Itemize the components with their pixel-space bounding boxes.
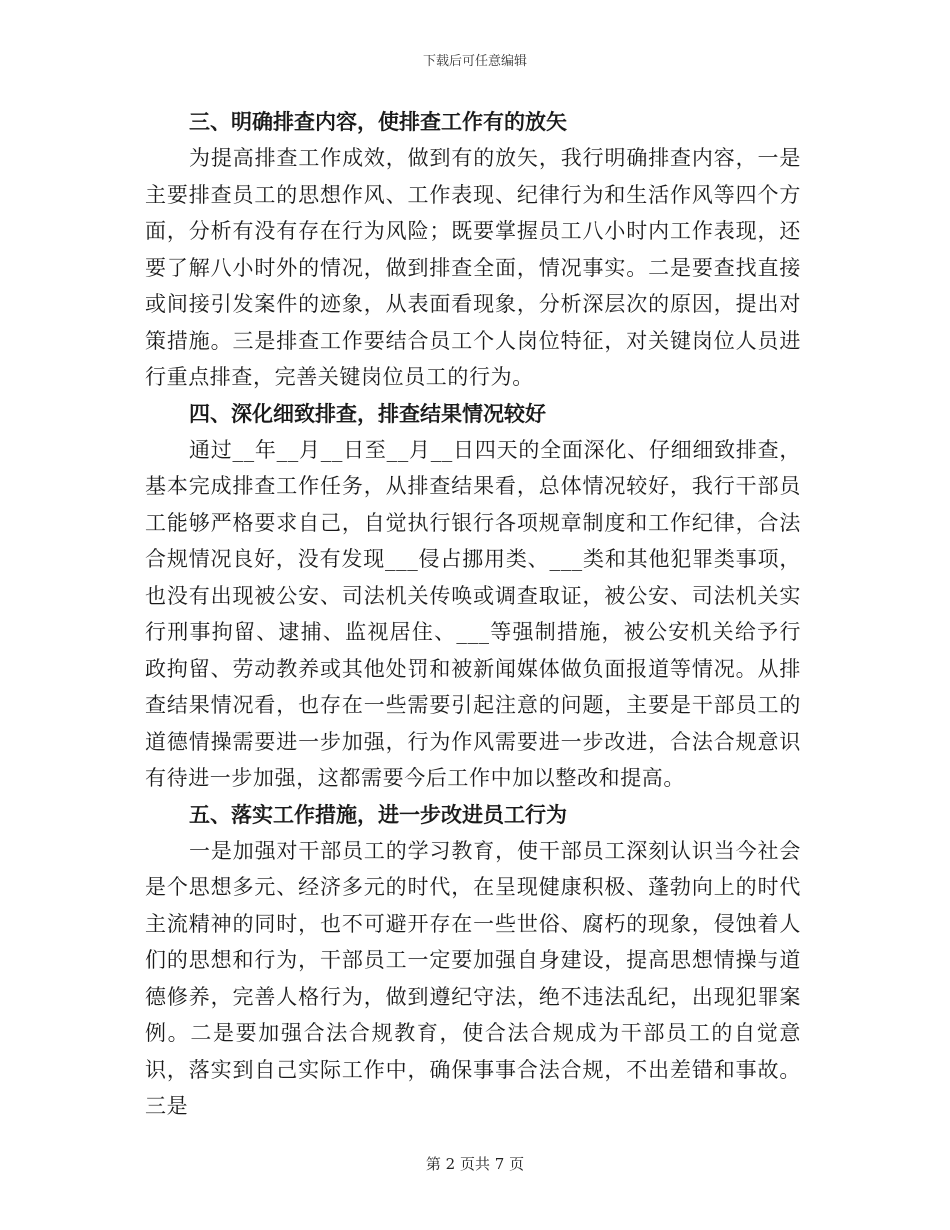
section-paragraph-5: 一是加强对干部员工的学习教育，使干部员工深刻认识当今社会是个思想多元、经济多元的时代，在呈现健康积极、蓬勃向上的时代主流精神的同时，也不可避开存在一些世俗、腐朽的现象，侵蚀着人们的思想和行为，干部员工一定要加强自身建设，提高思想情操与道德修养，完善人格行为，做到遵纪守法，绝不违法乱纪，出现犯罪案例。二是要加强合法合规教育，使合法合规成为干部员工的自觉意识，落实到自己实际工作中，确保事事合法合规，不出差错和事故。三是 bbox=[145, 838, 801, 1118]
document-body bbox=[145, 104, 801, 1125]
section-heading-3: 三、明确排查内容，使排查工作有的放矢 bbox=[189, 109, 567, 134]
section-paragraph-3: 为提高排查工作成效，做到有的放矢，我行明确排查内容，一是主要排查员工的思想作风、工作表现、纪律行为和生活作风等四个方面，分析有没有存在行为风险；既要掌握员工八小时内工作表现，还要了解八小时外的情况，做到排查全面，情况事实。二是要查找直接或间接引发案件的迹象，从表面看现象，分析深层次的原因，提出对策措施。三是排查工作要结合员工个人岗位特征，对关键岗位人员进行重点排查，完善关键岗位员工的行为。 bbox=[145, 146, 801, 389]
section-paragraph-4: 通过__年__月__日至__月__日四天的全面深化、仔细细致排查，基本完成排查工作任务，从排查结果看，总体情况较好，我行干部员工能够严格要求自己，自觉执行银行各项规章制度和工作纪律，合法合规情况良好，没有发现___侵占挪用类、___类和其他犯罪类事项，也没有出现被公安、司法机关传唤或调查取证，被公安、司法机关实行刑事拘留、逮捕、监视居住、___等强制措施，被公安机关给予行政拘留、劳动教养或其他处罚和被新闻媒体做负面报道等情况。从排查结果情况看，也存在一些需要引起注意的问题，主要是干部员工的道德情操需要进一步加强，行为作风需要进一步改进，合法合规意识有待进一步加强，这都需要今后工作中加以整改和提高。 bbox=[145, 437, 801, 790]
section-heading-4: 四、深化细致排查，排查结果情况较好 bbox=[189, 400, 546, 426]
section-heading-5: 五、落实工作措施，进一步改进员工行为 bbox=[189, 801, 567, 827]
page-header: 下载后可任意编辑 bbox=[422, 54, 527, 69]
page-number: 第 2 页共 7 页 bbox=[425, 1155, 525, 1173]
